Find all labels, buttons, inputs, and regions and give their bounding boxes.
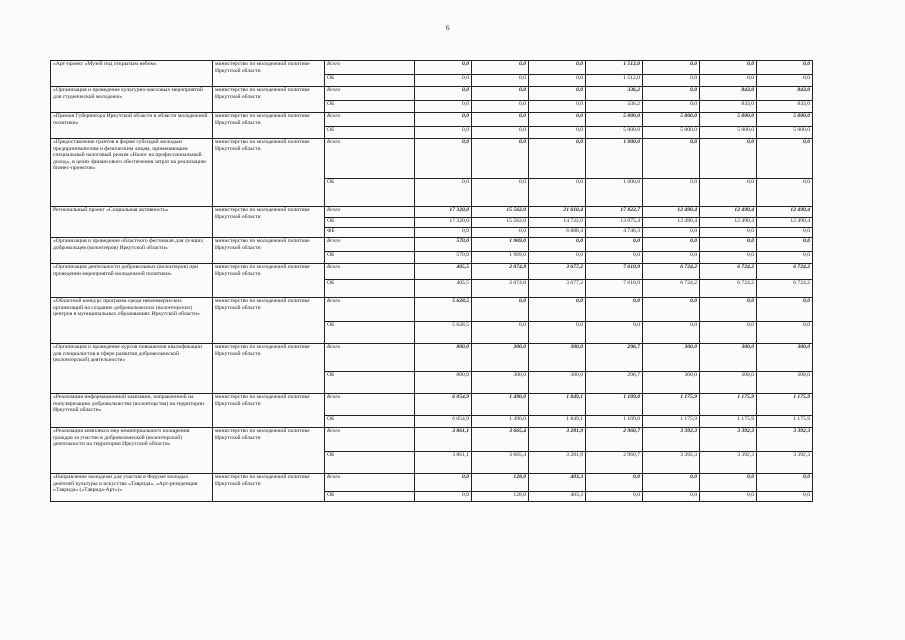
funding-source: ОБ [325, 75, 415, 87]
amount-cell: 0,0 [700, 139, 757, 179]
amount-cell: 2 960,7 [586, 428, 643, 452]
amount-cell: 6 724,2 [757, 264, 813, 280]
amount-cell: 0,0 [700, 61, 757, 75]
amount-cell: 6 054,9 [415, 416, 472, 428]
amount-cell: 336,2 [586, 87, 643, 101]
amount-cell: 0,0 [700, 252, 757, 264]
amount-cell: 0,0 [529, 252, 586, 264]
table-row [51, 428, 813, 452]
amount-cell: 0,0 [415, 474, 472, 492]
executor: министерство по молодежной политике Иркутской области [213, 207, 325, 238]
amount-cell: 0,0 [643, 298, 700, 322]
amount-cell: 3 677,2 [529, 280, 586, 298]
amount-cell: 0,0 [757, 322, 813, 344]
amount-cell: 300,0 [529, 344, 586, 372]
executor: министерство по молодежной политике Иркутской области [213, 428, 325, 474]
amount-cell: 0,0 [529, 127, 586, 139]
amount-cell: 1 175,9 [757, 394, 813, 416]
amount-cell: 0,0 [643, 179, 700, 207]
event-name: «Реализация комплекса мер нематериального поощрения граждан за участие в добровольческой (волонтерской) деятельности на территории Иркутской области» [51, 428, 213, 474]
amount-cell: 0,0 [700, 228, 757, 238]
amount-cell: 0,0 [700, 298, 757, 322]
amount-cell: 300,0 [700, 372, 757, 394]
amount-cell: 17 320,0 [415, 218, 472, 228]
amount-cell: 12 490,4 [643, 207, 700, 218]
amount-cell: 0,0 [586, 298, 643, 322]
amount-cell: 5 628,5 [415, 322, 472, 344]
amount-cell: 0,0 [529, 87, 586, 101]
executor: министерство по молодежной политике Иркутской области [213, 474, 325, 502]
amount-cell: 300,0 [643, 344, 700, 372]
funding-source: Всего [325, 474, 415, 492]
amount-cell: 300,0 [757, 372, 813, 394]
amount-cell: 13 075,4 [586, 218, 643, 228]
event-name: Региональный проект «Социальная активность» [51, 207, 213, 238]
amount-cell: 5 000,0 [757, 113, 813, 127]
amount-cell: 17 822,7 [586, 207, 643, 218]
amount-cell: 0,0 [472, 228, 529, 238]
amount-cell: 300,0 [472, 344, 529, 372]
amount-cell: 2 074,8 [472, 280, 529, 298]
amount-cell: 0,0 [586, 252, 643, 264]
funding-source: ОБ [325, 372, 415, 394]
event-name: «Областной конкурс программ среди некоммерческих организаций на создание добровольческих (волонтерских) центров в муниципальных образованиях Иркутской области» [51, 298, 213, 344]
amount-cell: 0,0 [415, 87, 472, 101]
amount-cell: 1 175,9 [757, 416, 813, 428]
funding-source: ОБ [325, 492, 415, 502]
amount-cell: 0,0 [415, 228, 472, 238]
amount-cell: 1 175,9 [700, 394, 757, 416]
amount-cell: 0,0 [472, 322, 529, 344]
amount-cell: 0,0 [529, 101, 586, 113]
amount-cell: 1 175,9 [643, 416, 700, 428]
amount-cell: 0,0 [757, 238, 813, 252]
amount-cell: 0,0 [415, 75, 472, 87]
amount-cell: 300,0 [700, 344, 757, 372]
amount-cell: 0,0 [529, 322, 586, 344]
amount-cell: 0,0 [757, 298, 813, 322]
amount-cell: 1 175,9 [643, 394, 700, 416]
amount-cell: 1 512,0 [586, 61, 643, 75]
executor: министерство по молодежной политике Иркутской области [213, 238, 325, 264]
event-name: «Арт-проект «Музей под открытым небом» [51, 61, 213, 87]
amount-cell: 5 000,0 [700, 113, 757, 127]
amount-cell: 0,0 [757, 228, 813, 238]
amount-cell: 1 849,1 [529, 416, 586, 428]
table-row [51, 139, 813, 179]
executor: министерство по молодежной политике Иркутской области [213, 87, 325, 113]
amount-cell: 0,0 [415, 127, 472, 139]
amount-cell: 6 724,2 [700, 280, 757, 298]
amount-cell: 3 281,9 [529, 428, 586, 452]
budget-table [50, 60, 813, 502]
amount-cell: 0,0 [700, 322, 757, 344]
amount-cell: 300,0 [529, 372, 586, 394]
amount-cell: 0,0 [643, 252, 700, 264]
amount-cell: 296,7 [586, 372, 643, 394]
amount-cell: 0,0 [757, 474, 813, 492]
amount-cell: 3 665,4 [472, 452, 529, 474]
executor: министерство по молодежной политике Иркутской области [213, 264, 325, 298]
amount-cell: 6 724,2 [643, 264, 700, 280]
funding-source: Всего [325, 139, 415, 179]
amount-cell: 1 490,0 [472, 394, 529, 416]
amount-cell: 0,0 [472, 87, 529, 101]
table-row [51, 87, 813, 101]
amount-cell: 800,0 [415, 372, 472, 394]
amount-cell: 5 000,0 [643, 127, 700, 139]
amount-cell: 1 969,0 [472, 252, 529, 264]
amount-cell: 0,0 [415, 61, 472, 75]
amount-cell: 0,0 [757, 61, 813, 75]
amount-cell: 1 175,9 [700, 416, 757, 428]
amount-cell: 0,0 [643, 238, 700, 252]
amount-cell: 3 861,1 [415, 452, 472, 474]
amount-cell: 4 746,3 [586, 228, 643, 238]
amount-cell: 1 512,0 [586, 75, 643, 87]
executor: министерство по молодежной политике Иркутской области [213, 394, 325, 428]
amount-cell: 0,0 [472, 113, 529, 127]
table-row [51, 207, 813, 218]
amount-cell: 3 392,3 [700, 428, 757, 452]
amount-cell: 5 628,5 [415, 298, 472, 322]
amount-cell: 0,0 [700, 238, 757, 252]
amount-cell: 3 392,3 [643, 428, 700, 452]
amount-cell: 0,0 [529, 61, 586, 75]
table-row [51, 298, 813, 322]
amount-cell: 3 861,1 [415, 428, 472, 452]
funding-source: ОБ [325, 252, 415, 264]
amount-cell: 0,0 [643, 101, 700, 113]
amount-cell: 0,0 [529, 298, 586, 322]
amount-cell: 0,0 [472, 298, 529, 322]
amount-cell: 1 109,0 [586, 416, 643, 428]
amount-cell: 0,0 [757, 252, 813, 264]
amount-cell: 3 665,4 [472, 428, 529, 452]
funding-source: ОБ [325, 179, 415, 207]
amount-cell: 3 281,9 [529, 452, 586, 474]
amount-cell: 0,0 [472, 101, 529, 113]
amount-cell: 0,0 [472, 75, 529, 87]
amount-cell: 0,0 [529, 75, 586, 87]
amount-cell: 0,0 [643, 322, 700, 344]
amount-cell: 0,0 [415, 179, 472, 207]
amount-cell: 0,0 [529, 113, 586, 127]
table-row [51, 474, 813, 492]
funding-source: ОБ [325, 416, 415, 428]
amount-cell: 0,0 [700, 75, 757, 87]
funding-source: ОБ [325, 127, 415, 139]
amount-cell: 0,0 [472, 139, 529, 179]
executor: министерство по молодежной политике Иркутской области [213, 139, 325, 207]
funding-source: Всего [325, 207, 415, 218]
table-row [51, 61, 813, 75]
funding-source: ОБ [325, 322, 415, 344]
amount-cell: 0,0 [529, 238, 586, 252]
funding-source: Всего [325, 61, 415, 75]
amount-cell: 2 960,7 [586, 452, 643, 474]
amount-cell: 14 722,0 [529, 218, 586, 228]
event-name: «Организация деятельности добровольных (волонтеров) при проведении мероприятий молодежной политики» [51, 264, 213, 298]
amount-cell: 843,0 [757, 101, 813, 113]
amount-cell: 6 724,2 [700, 264, 757, 280]
amount-cell: 0,0 [643, 474, 700, 492]
funding-source: Всего [325, 238, 415, 252]
amount-cell: 15 562,0 [472, 207, 529, 218]
amount-cell: 12 490,4 [643, 218, 700, 228]
funding-source: ОБ [325, 218, 415, 228]
amount-cell: 7 610,9 [586, 280, 643, 298]
amount-cell: 5 000,0 [700, 127, 757, 139]
amount-cell: 0,0 [586, 238, 643, 252]
amount-cell: 0,0 [643, 61, 700, 75]
amount-cell: 0,0 [643, 139, 700, 179]
event-name: «Организация и проведение областного фестиваля для лучших добровольцев (волонтеров) Иркутской области» [51, 238, 213, 264]
amount-cell: 300,0 [643, 372, 700, 394]
amount-cell: 5 000,0 [757, 127, 813, 139]
table-row [51, 264, 813, 280]
executor: министерство по молодежной политике Иркутской области [213, 113, 325, 139]
funding-source: Всего [325, 298, 415, 322]
amount-cell: 6 888,4 [529, 228, 586, 238]
amount-cell: 0,0 [472, 61, 529, 75]
amount-cell: 336,2 [586, 101, 643, 113]
amount-cell: 1 969,0 [472, 238, 529, 252]
amount-cell: 2 074,8 [472, 264, 529, 280]
amount-cell: 570,0 [415, 252, 472, 264]
amount-cell: 12 490,4 [757, 218, 813, 228]
amount-cell: 0,0 [586, 492, 643, 502]
funding-source: Всего [325, 428, 415, 452]
event-name: «Реализация информационной кампании, направленной на популяризацию добровольчества (волонтерства) на территории Иркутской области» [51, 394, 213, 428]
amount-cell: 0,0 [586, 322, 643, 344]
amount-cell: 5 000,0 [586, 127, 643, 139]
amount-cell: 300,0 [472, 372, 529, 394]
amount-cell: 0,0 [415, 113, 472, 127]
amount-cell: 12 490,4 [757, 207, 813, 218]
amount-cell: 3 392,3 [757, 452, 813, 474]
amount-cell: 403,3 [529, 474, 586, 492]
amount-cell: 1 490,0 [472, 416, 529, 428]
amount-cell: 0,0 [757, 139, 813, 179]
event-name: «Организация и проведение курсов повышения квалификации для специалистов в сфере развития добровольческой (волонтерской) деятельности» [51, 344, 213, 394]
funding-source: Всего [325, 264, 415, 280]
amount-cell: 405,5 [415, 264, 472, 280]
amount-cell: 0,0 [643, 75, 700, 87]
amount-cell: 128,0 [472, 474, 529, 492]
amount-cell: 6 724,2 [643, 280, 700, 298]
table-row [51, 113, 813, 127]
amount-cell: 0,0 [700, 492, 757, 502]
amount-cell: 0,0 [643, 492, 700, 502]
table-row [51, 394, 813, 416]
amount-cell: 12 490,4 [700, 207, 757, 218]
amount-cell: 0,0 [472, 179, 529, 207]
amount-cell: 6 054,9 [415, 394, 472, 416]
amount-cell: 12 490,4 [700, 218, 757, 228]
amount-cell: 570,0 [415, 238, 472, 252]
amount-cell: 128,0 [472, 492, 529, 502]
amount-cell: 5 000,0 [586, 113, 643, 127]
funding-source: ФБ [325, 228, 415, 238]
amount-cell: 0,0 [415, 492, 472, 502]
amount-cell: 1 000,0 [586, 139, 643, 179]
amount-cell: 0,0 [586, 474, 643, 492]
event-name: «Направление молодежи для участия в Форуме молодых деятелей культуры и искусства «Таврида», «Арт-резиденция «Таврида» («Таврида-Арт»)» [51, 474, 213, 502]
funding-source: Всего [325, 394, 415, 416]
funding-source: ОБ [325, 280, 415, 298]
table-row [51, 344, 813, 372]
page-marker: 6 [446, 24, 450, 32]
funding-source: Всего [325, 87, 415, 101]
amount-cell: 0,0 [700, 474, 757, 492]
funding-source: Всего [325, 344, 415, 372]
amount-cell: 0,0 [700, 179, 757, 207]
amount-cell: 1 000,0 [586, 179, 643, 207]
executor: министерство по молодежной политике Иркутской области [213, 298, 325, 344]
amount-cell: 1 849,1 [529, 394, 586, 416]
amount-cell: 0,0 [529, 179, 586, 207]
amount-cell: 403,3 [529, 492, 586, 502]
amount-cell: 0,0 [415, 101, 472, 113]
amount-cell: 0,0 [757, 75, 813, 87]
amount-cell: 17 320,0 [415, 207, 472, 218]
amount-cell: 3 677,2 [529, 264, 586, 280]
executor: министерство по молодежной политике Иркутской области [213, 61, 325, 87]
table-row [51, 238, 813, 252]
amount-cell: 0,0 [757, 179, 813, 207]
event-name: «Премия Губернатора Иркутской области в области молодежной политики» [51, 113, 213, 139]
amount-cell: 843,0 [700, 87, 757, 101]
amount-cell: 15 562,0 [472, 218, 529, 228]
amount-cell: 1 109,0 [586, 394, 643, 416]
event-name: «Предоставление грантов в форме субсидий молодым предпринимателям и физическим лицам, применяющим специальный налоговый режим «Налог на профессиональный доход», в целях финансового обеспечения затрат на реализацию бизнес-проектов» [51, 139, 213, 207]
amount-cell: 6 724,2 [757, 280, 813, 298]
amount-cell: 0,0 [757, 492, 813, 502]
amount-cell: 0,0 [472, 127, 529, 139]
amount-cell: 0,0 [643, 87, 700, 101]
amount-cell: 0,0 [643, 228, 700, 238]
amount-cell: 0,0 [415, 139, 472, 179]
funding-source: ОБ [325, 101, 415, 113]
amount-cell: 296,7 [586, 344, 643, 372]
event-name: «Организация и проведение культурно-массовых мероприятий для студенческой молодежи» [51, 87, 213, 113]
amount-cell: 3 392,3 [643, 452, 700, 474]
funding-source: ОБ [325, 452, 415, 474]
table-body [51, 61, 813, 502]
amount-cell: 800,0 [415, 344, 472, 372]
amount-cell: 3 392,3 [757, 428, 813, 452]
amount-cell: 7 610,9 [586, 264, 643, 280]
amount-cell: 843,0 [757, 87, 813, 101]
executor: министерство по молодежной политике Иркутской области [213, 344, 325, 394]
amount-cell: 3 392,3 [700, 452, 757, 474]
amount-cell: 405,5 [415, 280, 472, 298]
amount-cell: 0,0 [529, 139, 586, 179]
amount-cell: 300,0 [757, 344, 813, 372]
amount-cell: 21 610,4 [529, 207, 586, 218]
amount-cell: 843,0 [700, 101, 757, 113]
amount-cell: 5 000,0 [643, 113, 700, 127]
funding-source: Всего [325, 113, 415, 127]
